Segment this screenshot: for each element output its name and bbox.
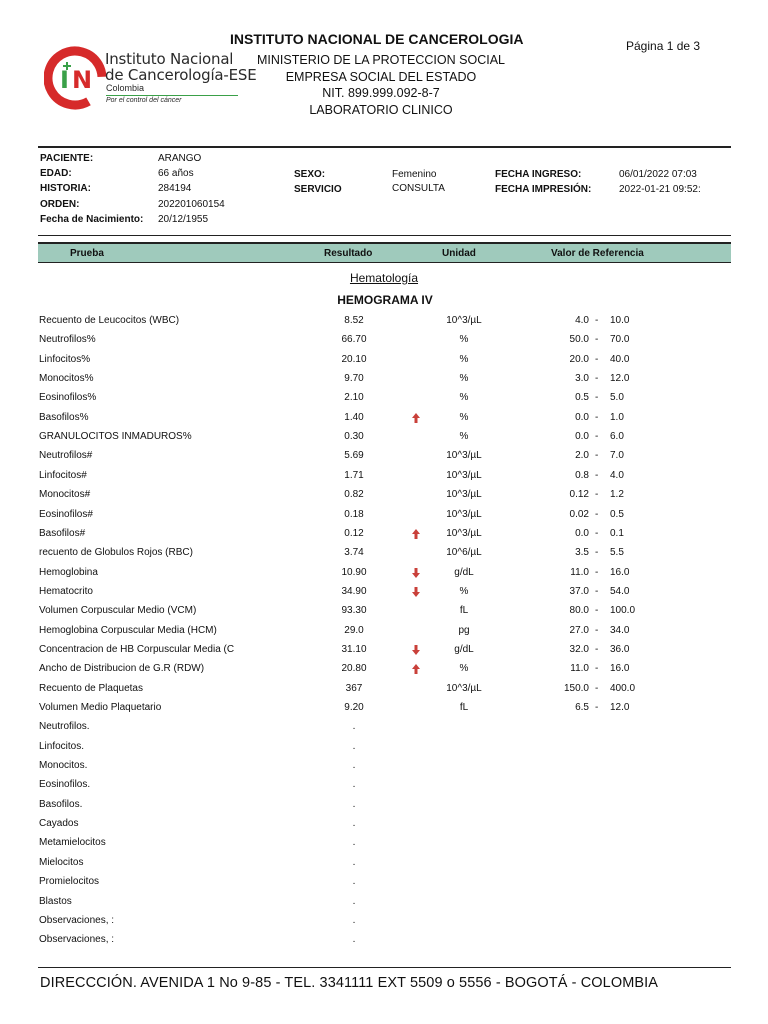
logo-divider bbox=[106, 95, 238, 96]
table-row bbox=[0, 683, 768, 702]
reference-separator: - bbox=[595, 682, 599, 694]
reference-low: 0.0 bbox=[575, 431, 589, 443]
result-value: 1.71 bbox=[344, 469, 364, 481]
result-value: 93.30 bbox=[341, 605, 367, 617]
table-row bbox=[0, 489, 768, 508]
test-name: Monocitos. bbox=[39, 760, 88, 772]
table-row bbox=[0, 509, 768, 528]
header-line-1: MINISTERIO DE LA PROTECCION SOCIAL bbox=[257, 53, 505, 67]
test-name: Linfocitos% bbox=[39, 353, 91, 365]
table-row bbox=[0, 741, 768, 760]
arrow-up-icon bbox=[411, 528, 421, 540]
result-value: 20.80 bbox=[341, 663, 367, 675]
result-value: 2.10 bbox=[344, 392, 364, 404]
value-paciente: ARANGO bbox=[158, 153, 202, 164]
logo-line-3: Colombia bbox=[106, 83, 145, 93]
value-nacimiento: 20/12/1955 bbox=[158, 214, 209, 225]
reference-separator: - bbox=[595, 702, 599, 713]
reference-high: 1.0 bbox=[610, 411, 624, 423]
result-value: . bbox=[352, 856, 356, 868]
result-value: 34.90 bbox=[341, 585, 367, 597]
result-value: 0.30 bbox=[344, 431, 364, 443]
reference-low: 0.02 bbox=[569, 508, 589, 520]
unit-value: 10^3/µL bbox=[446, 508, 482, 520]
reference-low: 150.0 bbox=[563, 682, 589, 694]
reference-separator: - bbox=[595, 527, 599, 539]
unit-value: 10^3/µL bbox=[446, 527, 482, 539]
footer-divider bbox=[38, 967, 731, 968]
reference-high: 10.0 bbox=[610, 315, 630, 326]
table-row bbox=[0, 934, 768, 953]
table-row bbox=[0, 837, 768, 856]
test-name: Ancho de Distribucion de G.R (RDW) bbox=[39, 663, 205, 675]
test-name: Linfocitos# bbox=[39, 469, 87, 481]
table-row bbox=[0, 857, 768, 876]
reference-separator: - bbox=[595, 392, 599, 404]
result-value: 20.10 bbox=[341, 353, 367, 365]
reference-separator: - bbox=[595, 450, 599, 462]
label-edad: EDAD: bbox=[40, 168, 72, 179]
table-row bbox=[0, 586, 768, 605]
label-historia: HISTORIA: bbox=[40, 183, 91, 194]
test-name: Cayados bbox=[39, 818, 79, 830]
table-row bbox=[0, 644, 768, 663]
test-name: Eosinofilos# bbox=[39, 508, 93, 520]
table-row bbox=[0, 470, 768, 489]
table-row bbox=[0, 431, 768, 450]
result-value: . bbox=[352, 876, 356, 888]
test-name: Volumen Corpuscular Medio (VCM) bbox=[39, 605, 197, 617]
test-name: recuento de Globulos Rojos (RBC) bbox=[39, 547, 193, 559]
table-row bbox=[0, 721, 768, 740]
result-value: . bbox=[352, 760, 356, 772]
header-prueba: Prueba bbox=[70, 248, 104, 259]
label-fecha-ingreso: FECHA INGRESO: bbox=[495, 169, 582, 180]
value-servicio: CONSULTA bbox=[392, 183, 445, 194]
reference-low: 11.0 bbox=[570, 566, 589, 578]
label-sexo: SEXO: bbox=[294, 169, 326, 180]
svg-text:N: N bbox=[72, 66, 93, 94]
label-paciente: PACIENTE: bbox=[40, 153, 94, 164]
reference-separator: - bbox=[595, 353, 599, 365]
reference-high: 12.0 bbox=[610, 702, 630, 713]
result-value: . bbox=[352, 934, 356, 946]
page-number: Página 1 de 3 bbox=[626, 39, 701, 53]
test-name: Basofilos# bbox=[39, 527, 86, 539]
result-value: 66.70 bbox=[341, 334, 367, 346]
unit-value: % bbox=[459, 663, 469, 675]
unit-value: % bbox=[459, 585, 469, 597]
unit-value: % bbox=[459, 392, 469, 404]
test-name: Monocitos% bbox=[39, 373, 94, 385]
table-row bbox=[0, 915, 768, 934]
table-row bbox=[0, 567, 768, 586]
test-name: Recuento de Plaquetas bbox=[39, 682, 143, 694]
reference-separator: - bbox=[595, 566, 599, 578]
test-name: Blastos bbox=[39, 895, 72, 907]
unit-value: 10^3/µL bbox=[446, 469, 482, 481]
reference-low: 6.5 bbox=[575, 702, 589, 713]
reference-separator: - bbox=[595, 411, 599, 423]
table-row bbox=[0, 373, 768, 392]
reference-high: 5.0 bbox=[610, 392, 624, 404]
table-row bbox=[0, 528, 768, 547]
unit-value: fL bbox=[459, 605, 469, 617]
label-servicio: SERVICIO bbox=[294, 184, 342, 195]
table-row bbox=[0, 799, 768, 818]
result-value: 29.0 bbox=[344, 624, 364, 636]
result-value: 0.18 bbox=[344, 508, 364, 520]
unit-value: 10^3/µL bbox=[446, 682, 482, 694]
reference-high: 70.0 bbox=[610, 334, 630, 346]
table-row bbox=[0, 896, 768, 915]
reference-low: 27.0 bbox=[569, 624, 589, 636]
reference-high: 34.0 bbox=[610, 624, 630, 636]
test-name: Volumen Medio Plaquetario bbox=[39, 702, 162, 713]
unit-value: % bbox=[459, 373, 469, 385]
reference-high: 4.0 bbox=[610, 469, 624, 481]
reference-separator: - bbox=[595, 373, 599, 385]
reference-low: 32.0 bbox=[569, 643, 589, 655]
reference-low: 0.12 bbox=[569, 489, 589, 501]
result-value: 10.90 bbox=[341, 566, 367, 578]
arrow-down-icon bbox=[411, 644, 421, 656]
reference-high: 100.0 bbox=[610, 605, 636, 617]
table-row bbox=[0, 876, 768, 895]
test-name: Eosinofilos. bbox=[39, 779, 91, 791]
table-row bbox=[0, 315, 768, 334]
reference-low: 50.0 bbox=[569, 334, 589, 346]
unit-value: pg bbox=[458, 624, 470, 636]
label-orden: ORDEN: bbox=[40, 199, 80, 210]
label-fecha-impresion: FECHA IMPRESIÓN: bbox=[495, 184, 592, 195]
reference-low: 0.8 bbox=[575, 469, 589, 481]
unit-value: 10^6/µL bbox=[446, 547, 482, 559]
table-row bbox=[0, 392, 768, 411]
reference-high: 0.5 bbox=[610, 508, 624, 520]
result-value: . bbox=[352, 798, 356, 810]
table-row bbox=[0, 702, 768, 721]
result-value: . bbox=[352, 721, 356, 733]
test-name: Recuento de Leucocitos (WBC) bbox=[39, 315, 180, 326]
svg-text:I: I bbox=[60, 66, 69, 94]
table-row bbox=[0, 663, 768, 682]
test-name: Metamielocitos bbox=[39, 837, 106, 849]
logo-line-2: de Cancerología-ESE bbox=[105, 66, 257, 84]
unit-value: fL bbox=[459, 702, 469, 713]
logo-line-1: Instituto Nacional bbox=[105, 50, 234, 68]
reference-high: 16.0 bbox=[610, 663, 630, 675]
reference-separator: - bbox=[595, 334, 599, 346]
reference-high: 5.5 bbox=[610, 547, 624, 559]
test-name: Hematocrito bbox=[39, 585, 93, 597]
value-sexo: Femenino bbox=[392, 169, 437, 180]
reference-separator: - bbox=[595, 624, 599, 636]
test-name: Hemoglobina bbox=[39, 566, 98, 578]
result-value: 0.82 bbox=[344, 489, 364, 501]
test-name: Basofilos. bbox=[39, 798, 83, 810]
test-name: Promielocitos bbox=[39, 876, 100, 888]
header-line-3: NIT. 899.999.092-8-7 bbox=[322, 86, 440, 100]
table-row bbox=[0, 547, 768, 566]
footer-address: DIRECCCIÓN. AVENIDA 1 No 9-85 - TEL. 3341111 EXT 5509 o 5556 - BOGOTÁ - COLOMBIA bbox=[40, 975, 659, 991]
test-name: Mielocitos bbox=[39, 856, 84, 868]
result-value: 5.69 bbox=[344, 450, 364, 462]
reference-high: 12.0 bbox=[610, 373, 630, 385]
result-value: . bbox=[352, 914, 356, 926]
reference-high: 6.0 bbox=[610, 431, 624, 443]
reference-separator: - bbox=[595, 508, 599, 520]
table-row bbox=[0, 625, 768, 644]
reference-high: 54.0 bbox=[610, 585, 630, 597]
unit-value: g/dL bbox=[454, 566, 474, 578]
unit-value: % bbox=[459, 334, 469, 346]
unit-value: 10^3/µL bbox=[446, 450, 482, 462]
reference-low: 0.5 bbox=[575, 392, 589, 404]
value-fecha-ingreso: 06/01/2022 07:03 bbox=[619, 169, 697, 180]
value-historia: 284194 bbox=[158, 183, 192, 194]
test-name: Monocitos# bbox=[39, 489, 91, 501]
arrow-up-icon bbox=[411, 663, 421, 675]
reference-separator: - bbox=[595, 585, 599, 597]
table-row bbox=[0, 605, 768, 624]
reference-separator: - bbox=[595, 469, 599, 481]
reference-low: 80.0 bbox=[569, 605, 589, 617]
result-value: . bbox=[352, 895, 356, 907]
unit-value: % bbox=[459, 431, 469, 443]
test-name: Eosinofilos% bbox=[39, 392, 97, 404]
test-name: Linfocitos. bbox=[39, 740, 85, 752]
result-value: 0.12 bbox=[344, 527, 364, 539]
test-name: Observaciones, : bbox=[39, 934, 115, 946]
logo-tagline: Por el control del cáncer bbox=[106, 97, 182, 104]
value-edad: 66 años bbox=[158, 168, 194, 179]
result-value: 9.70 bbox=[344, 373, 364, 385]
label-nacimiento: Fecha de Nacimiento: bbox=[40, 214, 144, 225]
test-name: Hemoglobina Corpuscular Media (HCM) bbox=[39, 624, 217, 636]
reference-low: 20.0 bbox=[569, 353, 589, 365]
result-value: 367 bbox=[345, 682, 363, 694]
unit-value: 10^3/µL bbox=[446, 489, 482, 501]
reference-low: 0.0 bbox=[575, 411, 589, 423]
result-value: . bbox=[352, 818, 356, 830]
test-name: Neutrofilos# bbox=[39, 450, 93, 462]
result-value: 31.10 bbox=[341, 643, 367, 655]
table-row bbox=[0, 450, 768, 469]
arrow-down-icon bbox=[411, 586, 421, 598]
results-table-header bbox=[38, 242, 731, 263]
reference-separator: - bbox=[595, 489, 599, 501]
reference-high: 0.1 bbox=[610, 527, 624, 539]
patient-divider bbox=[38, 235, 731, 236]
header-referencia: Valor de Referencia bbox=[551, 248, 644, 259]
test-name: Neutrofilos. bbox=[39, 721, 90, 733]
reference-separator: - bbox=[595, 605, 599, 617]
value-fecha-impresion: 2022-01-21 09:52: bbox=[619, 184, 701, 195]
reference-low: 0.0 bbox=[575, 527, 589, 539]
arrow-down-icon bbox=[411, 567, 421, 579]
header-divider bbox=[38, 146, 731, 148]
reference-low: 11.0 bbox=[570, 663, 589, 675]
reference-high: 40.0 bbox=[610, 353, 630, 365]
result-value: . bbox=[352, 779, 356, 791]
reference-separator: - bbox=[595, 315, 599, 326]
table-row bbox=[0, 412, 768, 431]
result-value: . bbox=[352, 837, 356, 849]
reference-high: 16.0 bbox=[610, 566, 630, 578]
arrow-up-icon bbox=[411, 412, 421, 424]
test-name: Concentracion de HB Corpuscular Media (C bbox=[39, 643, 235, 655]
reference-high: 36.0 bbox=[610, 643, 630, 655]
table-row bbox=[0, 818, 768, 837]
table-row bbox=[0, 760, 768, 779]
institute-title: INSTITUTO NACIONAL DE CANCEROLOGIA bbox=[230, 31, 524, 47]
table-row bbox=[0, 354, 768, 373]
header-line-2: EMPRESA SOCIAL DEL ESTADO bbox=[285, 70, 477, 84]
test-name: Basofilos% bbox=[39, 411, 89, 423]
header-line-4: LABORATORIO CLINICO bbox=[309, 103, 453, 117]
reference-separator: - bbox=[595, 663, 599, 675]
result-value: 1.40 bbox=[344, 411, 364, 423]
table-row bbox=[0, 334, 768, 353]
result-value: . bbox=[352, 740, 356, 752]
header-resultado: Resultado bbox=[324, 248, 373, 259]
test-name: GRANULOCITOS INMADUROS% bbox=[39, 431, 192, 443]
test-name: Observaciones, : bbox=[39, 914, 115, 926]
result-value: 8.52 bbox=[344, 315, 364, 326]
unit-value: g/dL bbox=[454, 643, 474, 655]
result-value: 3.74 bbox=[344, 547, 364, 559]
reference-separator: - bbox=[595, 431, 599, 443]
panel-title: HEMOGRAMA IV bbox=[337, 293, 433, 307]
reference-separator: - bbox=[595, 643, 599, 655]
table-row bbox=[0, 779, 768, 798]
reference-high: 1.2 bbox=[610, 489, 624, 501]
reference-low: 4.0 bbox=[575, 315, 589, 326]
unit-value: % bbox=[459, 353, 469, 365]
unit-value: % bbox=[459, 411, 469, 423]
header-unidad: Unidad bbox=[442, 248, 476, 259]
reference-separator: - bbox=[595, 547, 599, 559]
reference-low: 3.5 bbox=[575, 547, 589, 559]
reference-high: 400.0 bbox=[610, 682, 636, 694]
reference-low: 2.0 bbox=[575, 450, 589, 462]
result-value: 9.20 bbox=[344, 702, 364, 713]
section-title: Hematología bbox=[349, 271, 419, 285]
value-orden: 202201060154 bbox=[158, 199, 225, 210]
reference-low: 3.0 bbox=[575, 373, 589, 385]
reference-high: 7.0 bbox=[610, 450, 624, 462]
test-name: Neutrofilos% bbox=[39, 334, 96, 346]
unit-value: 10^3/µL bbox=[446, 315, 482, 326]
reference-low: 37.0 bbox=[569, 585, 589, 597]
